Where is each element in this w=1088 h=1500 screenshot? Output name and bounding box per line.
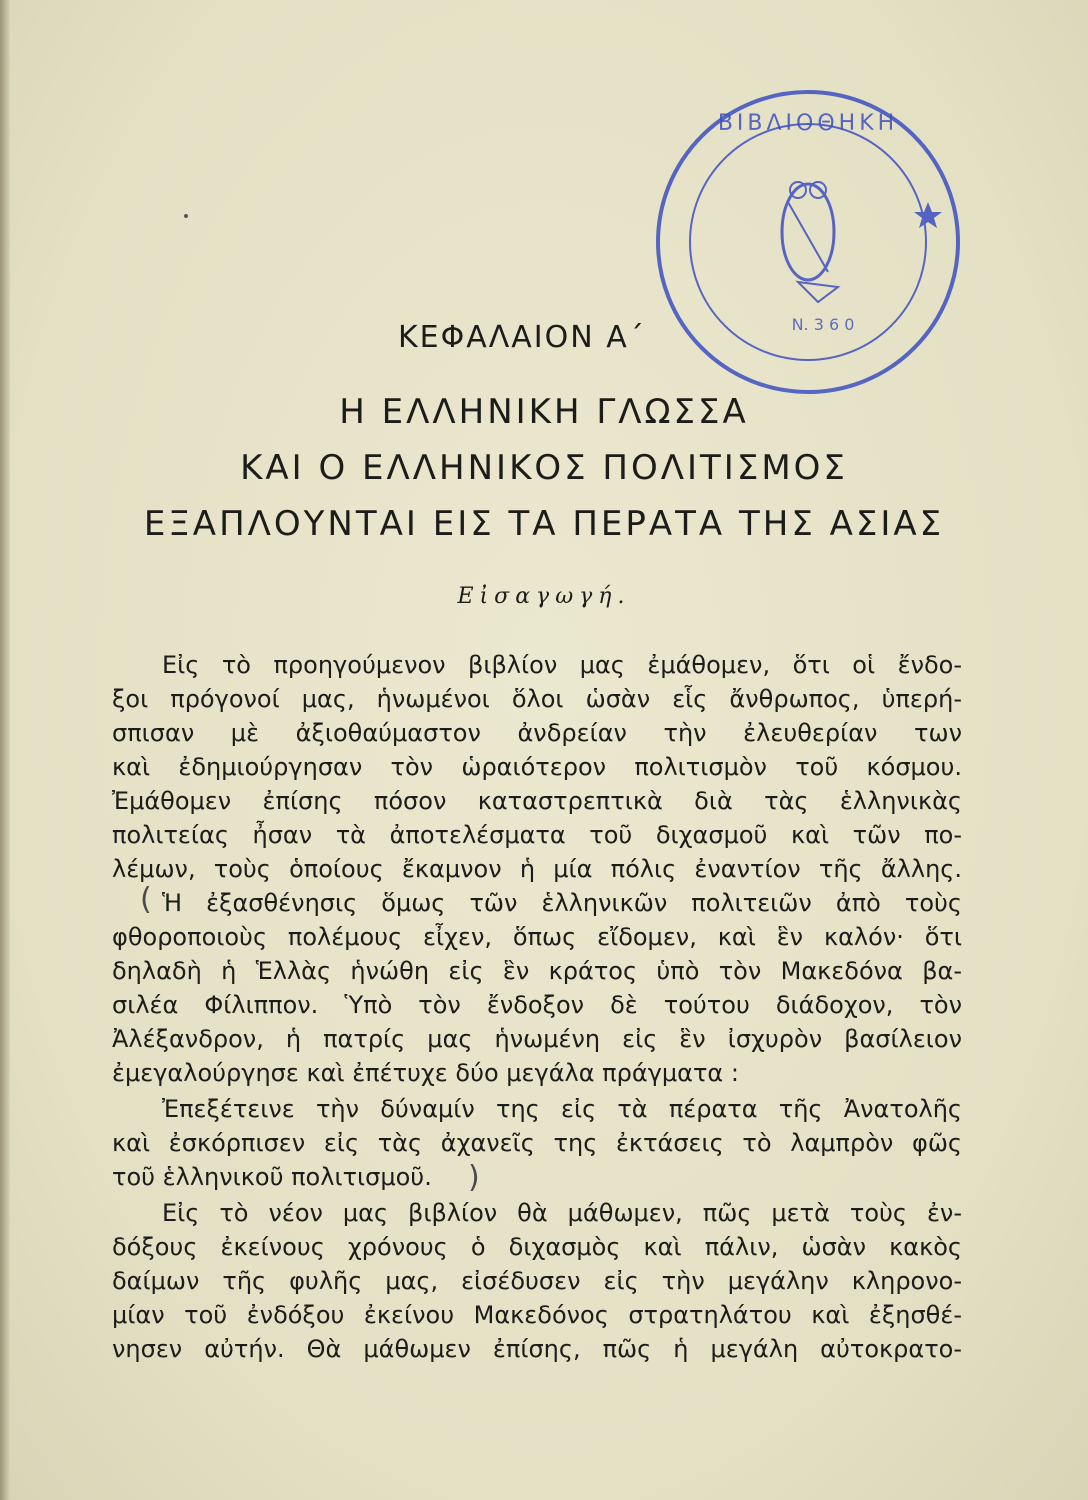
body-line: ξοι πρόγονοί μας, ἡνωμένοι ὅλοι ὡσὰν εἷς ἄνθρωπος, ὑπερή- xyxy=(112,685,962,713)
stamp-text: ΒΙΒΛΙΟΘΗΚΗ xyxy=(717,111,899,136)
body-line: δαίμων τῆς φυλῆς μας, εἰσέδυσεν εἰς τὴν μεγάλην κληρονο- xyxy=(112,1267,962,1295)
title-line-1: Η ΕΛΛΗΝΙΚΗ ΓΛΩΣΣΑ xyxy=(339,392,749,432)
body-line: Εἰς τὸ προηγούμενον βιβλίον μας ἐμάθομεν, ὅτι οἱ ἔνδο- xyxy=(162,651,962,679)
title-line-3: ΕΞΑΠΛΟΥΝΤΑΙ ΕΙΣ ΤΑ ΠΕΡΑΤΑ ΤΗΣ ΑΣΙΑΣ xyxy=(143,504,945,544)
body-line: φθοροποιοὺς πολέμους εἶχεν, ὅπως εἴδομεν, καὶ ἓν καλόν· ὅτι xyxy=(112,923,962,951)
body-line: σιλέα Φίλιππον. Ὑπὸ τὸν ἔνδοξον δὲ τούτου διάδοχον, τὸν xyxy=(112,991,962,1019)
body-line: πολιτείας ἦσαν τὰ ἀποτελέσματα τοῦ διχασμοῦ καὶ τῶν πο- xyxy=(112,821,962,849)
page-binding-edge xyxy=(0,0,10,1500)
body-line: καὶ ἐδημιούργησαν τὸν ὡραιότερον πολιτισμὸν τοῦ κόσμου. xyxy=(112,753,962,781)
stamp-number: Ν. 3 6 0 xyxy=(791,315,855,334)
section-subheading: Εἰσαγωγή. xyxy=(457,584,631,609)
body-line: δόξους ἐκείνους χρόνους ὁ διχασμὸς καὶ πάλιν, ὡσὰν κακὸς xyxy=(112,1233,962,1261)
body-line: Ἐπεξέτεινε τὴν δύναμίν της εἰς τὰ πέρατα τῆς Ἀνατολῆς xyxy=(162,1095,962,1123)
body-line: καὶ ἐσκόρπισεν εἰς τὰς ἀχανεῖς της ἐκτάσεις τὸ λαμπρὸν φῶς xyxy=(112,1129,962,1157)
chapter-heading: ΚΕΦΑΛΑΙΟΝ Α΄ xyxy=(398,320,646,355)
body-line: Ἐμάθομεν ἐπίσης πόσον καταστρεπτικὰ διὰ τὰς ἑλληνικὰς xyxy=(112,787,962,815)
body-line: νησεν αὐτήν. Θὰ μάθωμεν ἐπίσης, πῶς ἡ μεγάλη αὐτοκρατο- xyxy=(112,1335,962,1363)
body-line: Ἡ ἐξασθένησις ὅμως τῶν ἑλληνικῶν πολιτειῶν ἀπὸ τοὺς xyxy=(162,889,962,917)
pencil-mark-open: ( xyxy=(140,882,152,917)
body-line: τοῦ ἑλληνικοῦ πολιτισμοῦ. xyxy=(112,1163,432,1191)
ink-speck xyxy=(184,214,188,218)
library-stamp xyxy=(648,82,968,402)
body-line: σπισαν μὲ ἀξιοθαύμαστον ἀνδρείαν τὴν ἐλευθερίαν των xyxy=(112,719,962,747)
body-line: μίαν τοῦ ἐνδόξου ἐκείνου Μακεδόνος στρατηλάτου καὶ ἐξησθέ- xyxy=(112,1301,962,1329)
body-line: ἐμεγαλούργησε καὶ ἐπέτυχε δύο μεγάλα πράγματα : xyxy=(112,1059,739,1087)
body-line: λέμων, τοὺς ὁποίους ἔκαμνον ἡ μία πόλις ἐναντίον τῆς ἄλλης. xyxy=(112,855,962,883)
body-line: δηλαδὴ ἡ Ἑλλὰς ἡνώθη εἰς ἓν κράτος ὑπὸ τὸν Μακεδόνα βα- xyxy=(112,957,962,985)
body-line: Ἀλέξανδρον, ἡ πατρίς μας ἡνωμένη εἰς ἓν ἰσχυρὸν βασίλειον xyxy=(112,1025,962,1053)
title-line-2: ΚΑΙ Ο ΕΛΛΗΝΙΚΟΣ ΠΟΛΙΤΙΣΜΟΣ xyxy=(240,448,848,488)
pencil-mark-close: ) xyxy=(468,1160,480,1195)
body-line: Εἰς τὸ νέον μας βιβλίον θὰ μάθωμεν, πῶς μετὰ τοὺς ἐν- xyxy=(162,1199,962,1227)
